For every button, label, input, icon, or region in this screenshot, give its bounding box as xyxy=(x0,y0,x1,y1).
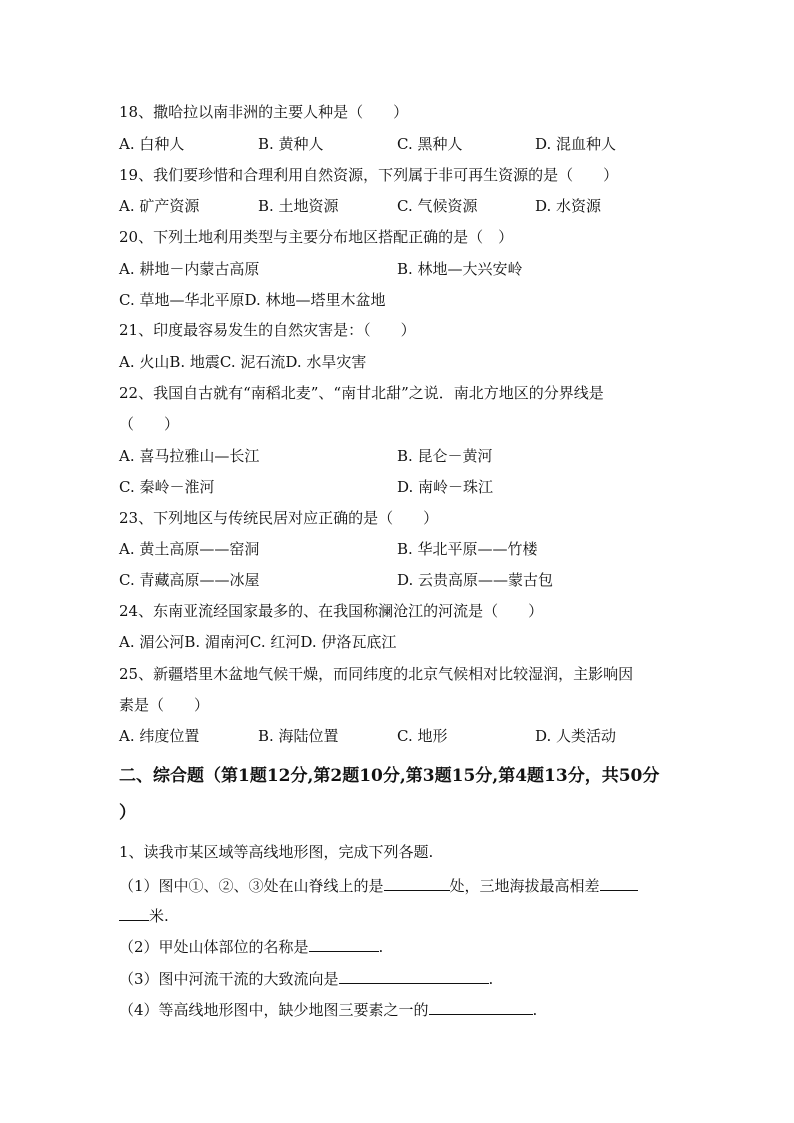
question-20-stem: 20、下列土地利用类型与主要分布地区搭配正确的是（ ） xyxy=(119,228,514,246)
q18-option-b: B. 黄种人 xyxy=(258,135,324,153)
q25-option-d: D. 人类活动 xyxy=(535,727,617,745)
q1-part-1 xyxy=(119,874,638,896)
q1-part-3-text: （3）图中河流干流的大致流向是 xyxy=(119,970,339,988)
q1-part-4 xyxy=(119,998,537,1020)
q1-part-1-text: （1）图中①、②、③处在山脊线上的是 xyxy=(119,877,384,895)
q20-option-a: A. 耕地－内蒙古高原 xyxy=(119,260,260,278)
question-18-stem: 18、撒哈拉以南非洲的主要人种是（ ） xyxy=(119,103,409,121)
period: . xyxy=(488,970,494,988)
q1-part-1-continued xyxy=(119,904,169,926)
q23-option-a: A. 黄土高原——窑洞 xyxy=(119,540,260,558)
section-2-heading: 二、综合题（第1题12分,第2题10分,第3题15分,第4题13分，共50分 xyxy=(119,766,660,786)
q24-options: A. 湄公河B. 湄南河C. 红河D. 伊洛瓦底江 xyxy=(119,633,397,651)
q25-option-c: C. 地形 xyxy=(397,727,448,745)
q1-part-2-text: （2）甲处山体部位的名称是 xyxy=(119,938,309,956)
question-25-stem: 25、新疆塔里木盆地气候干燥，而同纬度的北京气候相对比较湿润，主影响因 xyxy=(119,665,634,683)
comprehensive-q1-stem: 1、读我市某区域等高线地形图，完成下列各题. xyxy=(119,843,434,861)
question-21-stem: 21、印度最容易发生的自然灾害是：（ ） xyxy=(119,321,416,339)
q19-option-c: C. 气候资源 xyxy=(397,197,478,215)
q1-part-1-end: 米. xyxy=(149,907,169,925)
q1-part-3 xyxy=(119,967,493,989)
q18-option-d: D. 混血种人 xyxy=(535,135,617,153)
q22-option-c: C. 秦岭－淮河 xyxy=(119,478,215,496)
question-22-stem: 22、我国自古就有“南稻北麦”、“南甘北甜”之说．南北方地区的分界线是 xyxy=(119,384,604,402)
q23-option-c: C. 青藏高原——冰屋 xyxy=(119,571,260,589)
q19-option-b: B. 土地资源 xyxy=(258,197,339,215)
q22-option-b: B. 昆仑－黄河 xyxy=(397,447,493,465)
q25-option-b: B. 海陆位置 xyxy=(258,727,339,745)
q25-option-a: A. 纬度位置 xyxy=(119,727,200,745)
q23-option-d: D. 云贵高原——蒙古包 xyxy=(397,571,554,589)
answer-blank[interactable] xyxy=(384,874,450,891)
q23-option-b: B. 华北平原——竹楼 xyxy=(397,540,538,558)
question-24-stem: 24、东南亚流经国家最多的、在我国称澜沧江的河流是（ ） xyxy=(119,602,544,620)
section-2-heading-end: ） xyxy=(119,803,136,823)
q22-option-d: D. 南岭－珠江 xyxy=(397,478,494,496)
q19-option-d: D. 水资源 xyxy=(535,197,602,215)
q20-options-c-d: C. 草地—华北平原D. 林地—塔里木盆地 xyxy=(119,291,386,309)
q20-option-b: B. 林地—大兴安岭 xyxy=(397,260,523,278)
question-25-stem-continued: 素是（ ） xyxy=(119,696,210,714)
answer-blank[interactable] xyxy=(600,874,638,891)
answer-blank[interactable] xyxy=(339,967,489,984)
period: . xyxy=(532,1001,538,1019)
answer-blank[interactable] xyxy=(309,935,379,952)
q1-part-2 xyxy=(119,935,383,957)
q1-part-1-mid: 处，三地海拔最高相差 xyxy=(449,877,600,895)
q21-options: A. 火山B. 地震C. 泥石流D. 水旱灾害 xyxy=(119,353,367,371)
q18-option-c: C. 黑种人 xyxy=(397,135,463,153)
q1-part-4-text: （4）等高线地形图中，缺少地图三要素之一的 xyxy=(119,1001,429,1019)
q19-option-a: A. 矿产资源 xyxy=(119,197,200,215)
q18-option-a: A. 白种人 xyxy=(119,135,185,153)
question-23-stem: 23、下列地区与传统民居对应正确的是（ ） xyxy=(119,509,439,527)
answer-blank[interactable] xyxy=(119,904,149,921)
q22-option-a: A. 喜马拉雅山—长江 xyxy=(119,447,260,465)
question-19-stem: 19、我们要珍惜和合理利用自然资源，下列属于非可再生资源的是（ ） xyxy=(119,166,619,184)
answer-blank[interactable] xyxy=(429,998,533,1015)
question-22-stem-continued: （ ） xyxy=(119,415,180,433)
period: . xyxy=(378,938,384,956)
